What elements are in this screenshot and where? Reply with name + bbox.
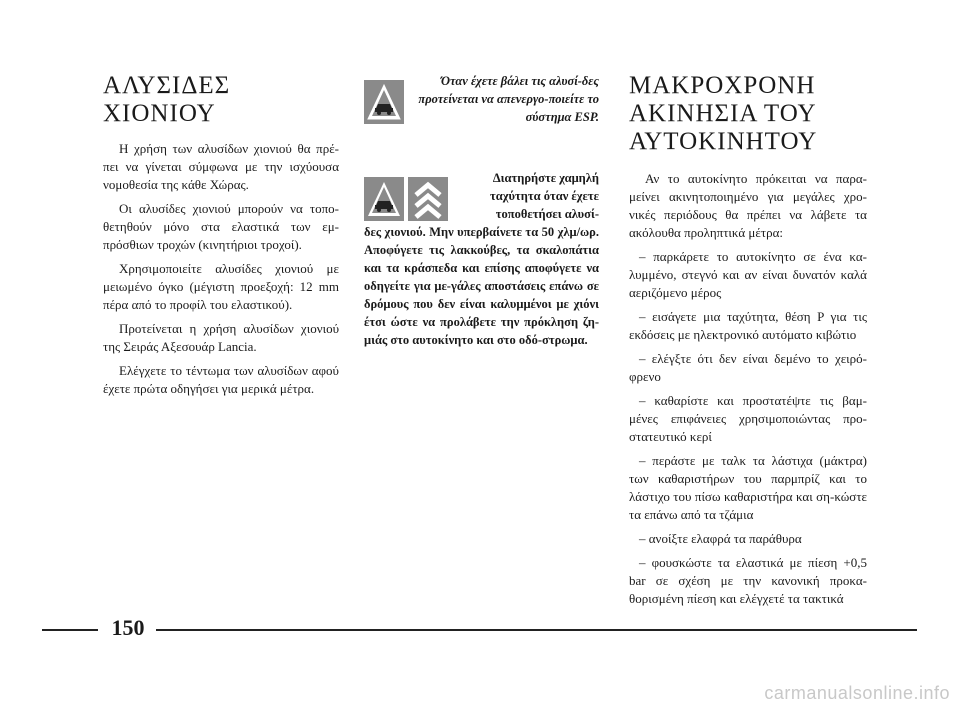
list-item: – καθαρίστε και προστατέψτε τις βαμ-μένες επιφάνειες χρησιμοποιώντας προ-στατευτικό κερί bbox=[629, 393, 867, 444]
paragraph: Οι αλυσίδες χιονιού μπορούν να τοπο-θετηθούν μόνο στα ελαστικά των εμ-πρόσθιων τροχών (κινητήριοι τροχοί). bbox=[103, 201, 339, 252]
heading-line: ΑΛΥΣΙΔΕΣ bbox=[103, 72, 231, 99]
paragraph: Προτείνεται η χρήση αλυσίδων χιονιού της Σειράς Αξεσουάρ Lancia. bbox=[103, 321, 339, 354]
speed-reduction-chevron-icon bbox=[408, 177, 448, 221]
esp-warning bbox=[364, 72, 599, 132]
list-item: – φουσκώστε τα ελαστικά με πίεση +0,5 bar σε σχέση με την κανονική προκα-θορισμένη πίεση και ελέγχετέ τα τακτικά bbox=[629, 555, 867, 606]
left-column bbox=[103, 72, 339, 404]
snow-chains-heading bbox=[103, 72, 339, 128]
heading-line: ΑΚΙΝΗΣΙΑ ΤΟΥ bbox=[629, 100, 817, 127]
intro-paragraph: Αν το αυτοκίνητο πρόκειται να παρα-μείνει ακινητοποιημένο για μεγάλες χρο-νικές περιόδους θα πρέπει να λάβετε τα ακόλουθα προληπτικά μέτρα: bbox=[629, 171, 867, 240]
skidding-car-icon bbox=[364, 80, 404, 124]
skidding-car-icon bbox=[364, 177, 404, 221]
middle-column bbox=[364, 72, 599, 349]
list-item: – περάστε με ταλκ τα λάστιχα (μάκτρα) των καθαριστήρων του παρμπρίζ και το λάστιχο του πίσω καθαριστήρα και ση-κώστε τα επάνω από τα τζάμια bbox=[629, 453, 867, 522]
heading-line: ΧΙΟΝΙΟΥ bbox=[103, 100, 216, 127]
list-item: – παρκάρετε το αυτοκίνητο σε ένα κα-λυμμένο, στεγνό και αν είναι δυνατόν καλά αεριζόμενο μέρος bbox=[629, 249, 867, 300]
warning-icon-group bbox=[364, 177, 448, 221]
list-item: – εισάγετε μια ταχύτητα, θέση P για τις εκδόσεις με ηλεκτρονικό αυτόματο κιβώτιο bbox=[629, 309, 867, 342]
heading-line: ΜΑΚΡΟΧΡΟΝΗ bbox=[629, 72, 816, 99]
footer-rule bbox=[42, 629, 98, 631]
page-number: 150 bbox=[111, 615, 145, 640]
long-inactivity-heading bbox=[629, 72, 867, 156]
speed-warning bbox=[364, 169, 599, 349]
paragraph: Χρησιμοποιείτε αλυσίδες χιονιού με μειωμένο όγκο (μέγιστη προεξοχή: 12 mm πέρα από το προφίλ του ελαστικού). bbox=[103, 261, 339, 312]
list-item: – ανοίξτε ελαφρά τα παράθυρα bbox=[639, 531, 802, 546]
speed-warning-text-start: Διατηρήστε χαμηλή ταχύτητα όταν έχετε τοποθετήσει αλυσί- bbox=[490, 171, 599, 221]
paragraph: Ελέγχετε το τέντωμα των αλυσίδων αφού έχετε πρώτα οδηγήσει για μερικά μέτρα. bbox=[103, 363, 339, 396]
heading-line: ΑΥΤΟΚΙΝΗΤΟΥ bbox=[629, 128, 818, 155]
paragraph: Η χρήση των αλυσίδων χιονιού θα πρέ-πει να γίνεται σύμφωνα με την ισχύουσα νομοθεσία της κάθε Χώρας. bbox=[103, 141, 339, 192]
footer-rule bbox=[156, 629, 917, 631]
list-item: – ελέγξτε ότι δεν είναι δεμένο το χειρό-φρενο bbox=[629, 351, 867, 384]
watermark: carmanualsonline.info bbox=[764, 683, 950, 703]
warning-icon-group bbox=[364, 80, 404, 124]
right-column bbox=[629, 72, 867, 614]
esp-warning-text: Όταν έχετε βάλει τις αλυσί-δες προτείνεται να απενεργο-ποιείτε το σύστημα ESP. bbox=[418, 74, 599, 124]
speed-warning-text: δες χιονιού. Μην υπερβαίνετε τα 50 χλμ/ωρ. Αποφύγετε τις λακκούβες, τα σκαλοπάτια και τα κράσπεδα και επίσης αποφύγετε να οδηγείτε για με-γάλες αποστάσεις επάνω σε δρόμους που δεν είναι καλυμμένοι με χιόνι έτσι ώστε να προλάβετε την πρόκληση ζη-μιάς στο αυτοκίνητο και στο οδό-στρωμα. bbox=[364, 225, 599, 347]
